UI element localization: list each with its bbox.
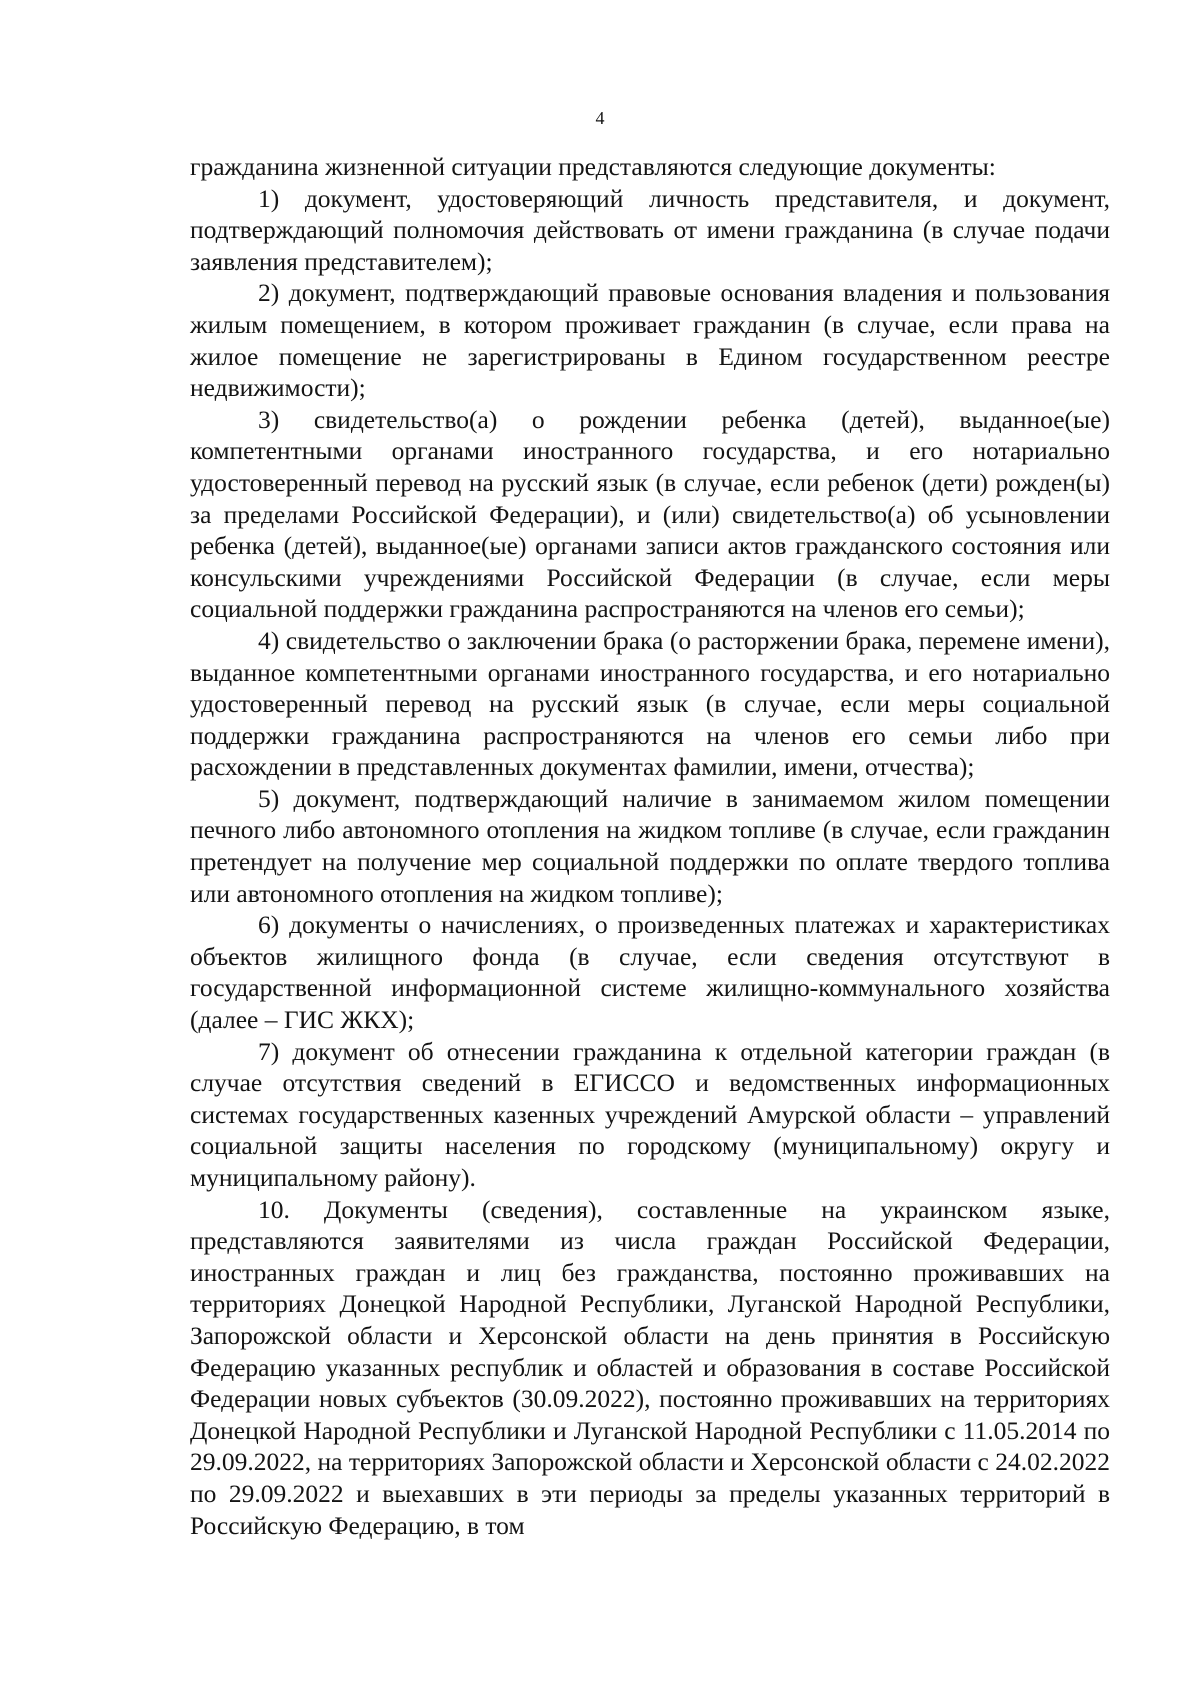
- list-item-3: 3) свидетельство(а) о рождении ребенка (детей), выданное(ые) компетентными органами иностранного государства, и его нотариально удостоверенный перевод на русский язык (в случае, если ребенок (дети) рожден(ы) за пределами Российской Федерации), и (или) свидетельство(а) об усыновлении ребенка (детей), выданное(ые) органами записи актов гражданского состояния или консульскими учреждениями Российской Федерации (в случае, если меры социальной поддержки гражданина распространяются на членов его семьи);: [190, 404, 1110, 624]
- list-item-5: 5) документ, подтверждающий наличие в занимаемом жилом помещении печного либо автономного отопления на жидком топливе (в случае, если гражданин претендует на получение мер социальной поддержки по оплате твердого топлива или автономного отопления на жидком топливе);: [190, 783, 1110, 908]
- list-item-4: 4) свидетельство о заключении брака (о расторжении брака, перемене имени), выданное компетентными органами иностранного государства, и его нотариально удостоверенный перевод на русский язык (в случае, если меры социальной поддержки гражданина распространяются на членов его семьи либо при расхождении в представленных документах фамилии, имени, отчества);: [190, 625, 1110, 782]
- paragraph-continuation: гражданина жизненной ситуации представляются следующие документы:: [190, 152, 996, 181]
- document-body: [190, 151, 1110, 1541]
- list-item-7: 7) документ об отнесении гражданина к отдельной категории граждан (в случае отсутствия сведений в ЕГИССО и ведомственных информационных системах государственных казенных учреждений Амурской области – управлений социальной защиты населения по городскому (муниципальному) округу и муниципальному району).: [190, 1036, 1110, 1192]
- list-item-6: 6) документы о начислениях, о произведенных платежах и характеристиках объектов жилищного фонда (в случае, если сведения отсутствуют в государственной информационной системе жилищно-коммунального хозяйства (далее – ГИС ЖКХ);: [190, 910, 1110, 1035]
- section-10-paragraph: 10. Документы (сведения), составленные на украинском языке, представляются заявителями из числа граждан Российской Федерации, иностранных граждан и лиц без гражданства, постоянно проживавших на территориях Донецкой Народной Республики, Луганской Народной Республики, Запорожской области и Херсонской области на день принятия в Российскую Федерацию указанных республик и областей и образования в составе Российской Федерации новых субъектов (30.09.2022), постоянно проживавших на территориях Донецкой Народной Республики и Луганской Народной Республики с 11.05.2014 по 29.09.2022, на территориях Запорожской области и Херсонской области с 24.02.2022 по 29.09.2022 и выехавших в эти периоды за пределы указанных территорий в Российскую Федерацию, в том: [190, 1194, 1110, 1540]
- list-item-1: 1) документ, удостоверяющий личность представителя, и документ, подтверждающий полномочия действовать от имени гражданина (в случае подачи заявления представителем);: [190, 183, 1110, 276]
- page-number: 4: [595, 108, 605, 128]
- list-item-2: 2) документ, подтверждающий правовые основания владения и пользования жилым помещением, в котором проживает гражданин (в случае, если права на жилое помещение не зарегистрированы в Едином государственном реестре недвижимости);: [190, 278, 1110, 403]
